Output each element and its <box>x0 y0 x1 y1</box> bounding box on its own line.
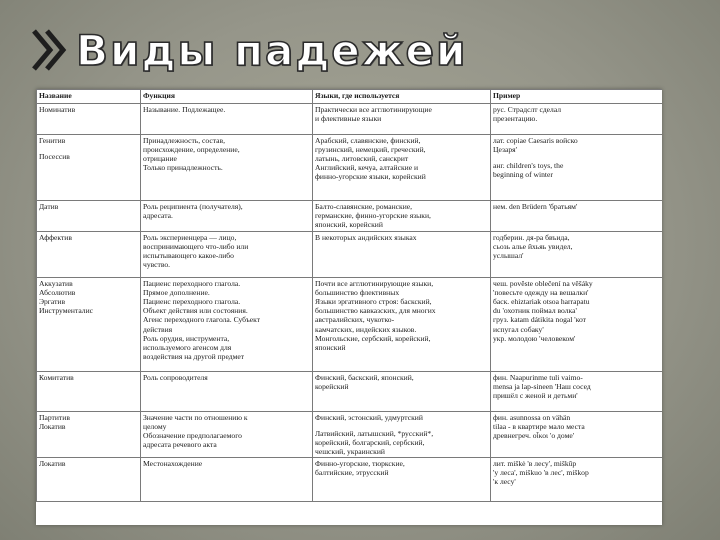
cell-line: отрицание <box>143 153 177 163</box>
table-row <box>37 412 663 458</box>
cell-line: фин. Naapurinme tuli vaimo- <box>493 372 583 382</box>
cell-function <box>141 278 313 372</box>
table-row <box>37 232 663 278</box>
cell-line: Генитив <box>39 135 66 145</box>
cell-line: Монгольские, сербский, корейский, <box>315 333 431 343</box>
cell-line: Роль орудия, инструмента, <box>143 333 230 343</box>
cell-line: финно-угорские языки, корейский <box>315 172 426 182</box>
cell-function <box>141 232 313 278</box>
cell-line: рус. Страдслт сделал <box>493 104 562 114</box>
cell-function <box>141 458 313 502</box>
cell-line: Роль экспериенцера — лицо, <box>143 232 237 242</box>
cell-name <box>37 372 141 412</box>
cell-line: mensa ja lap-sineen 'Наш сосед <box>493 381 591 391</box>
cell-line: Языки эргативного строя: баскский, <box>315 296 432 306</box>
cell-line: Датив <box>39 201 59 211</box>
cell-line: Посессив <box>39 151 70 161</box>
cell-name <box>37 278 141 372</box>
cases-table <box>36 89 662 502</box>
cell-name <box>37 412 141 458</box>
table-row <box>37 135 663 201</box>
cell-line: Прямое дополнение. <box>143 287 210 297</box>
cell-line: Эргатив <box>39 296 66 306</box>
cell-line: Только принадлежность. <box>143 163 223 173</box>
cell-line: грузинский, немецкий, греческий, <box>315 144 426 154</box>
cell-line: Инструменталис <box>39 306 94 316</box>
cell-languages <box>313 412 491 458</box>
cell-line: чеш. povĕste oblečení na věšáky <box>493 278 593 288</box>
cell-line: адресата. <box>143 210 173 220</box>
cell-line: сьозь алье ӣхьяь увидел, <box>493 241 573 251</box>
cell-example <box>491 201 663 232</box>
cell-function <box>141 372 313 412</box>
cell-example <box>491 104 663 135</box>
cell-line: груз. katam dátikita nogal 'кот <box>493 315 586 325</box>
cell-line: Аффектив <box>39 232 72 242</box>
cell-languages <box>313 372 491 412</box>
cell-example <box>491 412 663 458</box>
cell-languages <box>313 232 491 278</box>
cell-example <box>491 458 663 502</box>
cell-name <box>37 135 141 201</box>
cell-line: Обозначение предполагаемого <box>143 430 242 440</box>
cell-line: Английский, кечуа, алтайские и <box>315 163 419 173</box>
cell-line: пришёл с женой и детьми' <box>493 390 578 400</box>
cell-name <box>37 201 141 232</box>
table-header-row <box>37 90 663 104</box>
cell-line: Партитив <box>39 412 70 422</box>
cell-line: балтийские, этрусский <box>315 467 389 477</box>
cell-line: германские, финно-угорские языки, <box>315 210 431 220</box>
cell-line: tilaa - в квартире мало места <box>493 421 585 431</box>
cell-line <box>39 145 138 152</box>
cell-line: Почти все агглютинирующие языки, <box>315 278 434 288</box>
cell-line: Пациенс переходного глагола. <box>143 296 241 306</box>
cell-line: Арабский, славянские, финский, <box>315 135 421 145</box>
cell-line: чешский, украинский <box>315 447 385 457</box>
cell-line: Цезаря' <box>493 144 517 154</box>
cell-line: Аккузатив <box>39 278 73 288</box>
cell-line: испытывающего какое-либо <box>143 250 234 260</box>
double-chevron-right-icon <box>30 25 70 75</box>
cell-line: beginning of winter <box>493 170 553 180</box>
cell-name <box>37 458 141 502</box>
cell-function <box>141 135 313 201</box>
column-header: Функция <box>141 90 313 104</box>
cell-line: камчатских, индейских языков. <box>315 324 417 334</box>
cell-line: укр. молодою 'человеком' <box>493 333 576 343</box>
cell-line: целому <box>143 421 167 431</box>
cell-line: Финно-угорские, тюркские, <box>315 458 405 468</box>
cell-line: Номинатив <box>39 104 76 114</box>
table-sheet <box>36 89 662 525</box>
cell-line: Латвийский, латышский, *русский*, <box>315 428 434 438</box>
cell-line: воздействия на другой предмет <box>143 352 245 362</box>
cell-line: происхождение, определение, <box>143 144 240 154</box>
cell-line: Называние. Подлежащее. <box>143 104 226 114</box>
cell-line: испугал собаку' <box>493 324 544 334</box>
cell-languages <box>313 278 491 372</box>
cell-line: древнегреч. οἶκοι 'о доме' <box>493 430 575 440</box>
column-header: Языки, где используется <box>313 90 491 104</box>
cell-line: презентацию. <box>493 113 538 123</box>
cell-line: Принадлежность, состав, <box>143 135 226 145</box>
cell-example <box>491 372 663 412</box>
cell-line: используемого агенсом для <box>143 342 232 352</box>
cell-line: Роль сопроводителя <box>143 372 208 382</box>
cell-line: адресата речевого акта <box>143 440 217 450</box>
slide-header <box>30 22 467 78</box>
cell-line <box>315 422 488 429</box>
cell-line: Балто-славянские, романские, <box>315 201 413 211</box>
cell-function <box>141 201 313 232</box>
table-row <box>37 458 663 502</box>
table-row <box>37 278 663 372</box>
cell-line: Локатив <box>39 421 66 431</box>
cell-line: лит. miškė 'в лесу', miškūp <box>493 458 577 468</box>
cell-line: Пациенс переходного глагола. <box>143 278 241 288</box>
cell-line: баск. ehiztariak otsoa harrapatu <box>493 296 590 306</box>
cell-example <box>491 135 663 201</box>
cell-line: корейский, болгарский, сербский, <box>315 437 425 447</box>
cell-line: действия <box>143 324 173 334</box>
cell-line: Локатив <box>39 458 66 468</box>
cell-line: Роль реципиента (получателя), <box>143 201 243 211</box>
cell-line: Практически все агглютинирующие <box>315 104 432 114</box>
cell-line: большинство флективных <box>315 287 400 297</box>
cell-line: Агенс переходного глагола. Субъект <box>143 315 261 325</box>
cell-line: фин. asunnossa on vähän <box>493 412 571 422</box>
cell-line: Абсолютив <box>39 287 76 297</box>
cell-line: Комитатив <box>39 372 74 382</box>
cell-line: Объект действия или состояния. <box>143 306 248 316</box>
cell-function <box>141 104 313 135</box>
table-row <box>37 372 663 412</box>
cell-line <box>493 154 660 161</box>
cell-name <box>37 104 141 135</box>
cell-line: годберин. дя-ра бвъида, <box>493 232 570 242</box>
cell-line: du 'охотник поймал волка' <box>493 306 577 316</box>
cell-languages <box>313 458 491 502</box>
cell-name <box>37 232 141 278</box>
column-header: Название <box>37 90 141 104</box>
cell-line: 'повесьте одежду на вешалки' <box>493 287 589 297</box>
cell-line: корейский <box>315 381 349 391</box>
cell-line: японский, корейский <box>315 219 383 229</box>
cell-line: нем. den Brüdern 'братьям' <box>493 201 578 211</box>
table-row <box>37 201 663 232</box>
cell-line: японский <box>315 342 346 352</box>
cell-example <box>491 232 663 278</box>
cell-line: анг. children's toys, the <box>493 160 564 170</box>
cell-line: услышал' <box>493 250 524 260</box>
cell-line: 'к лесу' <box>493 476 516 486</box>
cell-languages <box>313 104 491 135</box>
cell-line: Значение части по отношению к <box>143 412 248 422</box>
cell-line: 'у леса', miškuo 'в лес', miškop <box>493 467 589 477</box>
cell-languages <box>313 201 491 232</box>
cell-line: австралийских, чукотко- <box>315 315 395 325</box>
table-row <box>37 104 663 135</box>
cell-line: воспринимающего что-либо или <box>143 241 249 251</box>
column-header: Пример <box>491 90 663 104</box>
cell-line: лат. copiae Caesaris войско <box>493 135 578 145</box>
cell-line: Местонахождение <box>143 458 203 468</box>
cell-languages <box>313 135 491 201</box>
cell-line: В некоторых андийских языках <box>315 232 417 242</box>
cell-function <box>141 412 313 458</box>
cell-example <box>491 278 663 372</box>
cell-line: чувство. <box>143 260 171 270</box>
cell-line: большинство кавказских, для многих <box>315 306 436 316</box>
cell-line: Финский, баскский, японский, <box>315 372 414 382</box>
cell-line: и флективные языки <box>315 113 382 123</box>
slide-title: Виды падежей <box>76 25 468 75</box>
cell-line: латынь, литовский, санскрит <box>315 153 409 163</box>
cell-line: Финский, эстонский, удмуртский <box>315 412 423 422</box>
